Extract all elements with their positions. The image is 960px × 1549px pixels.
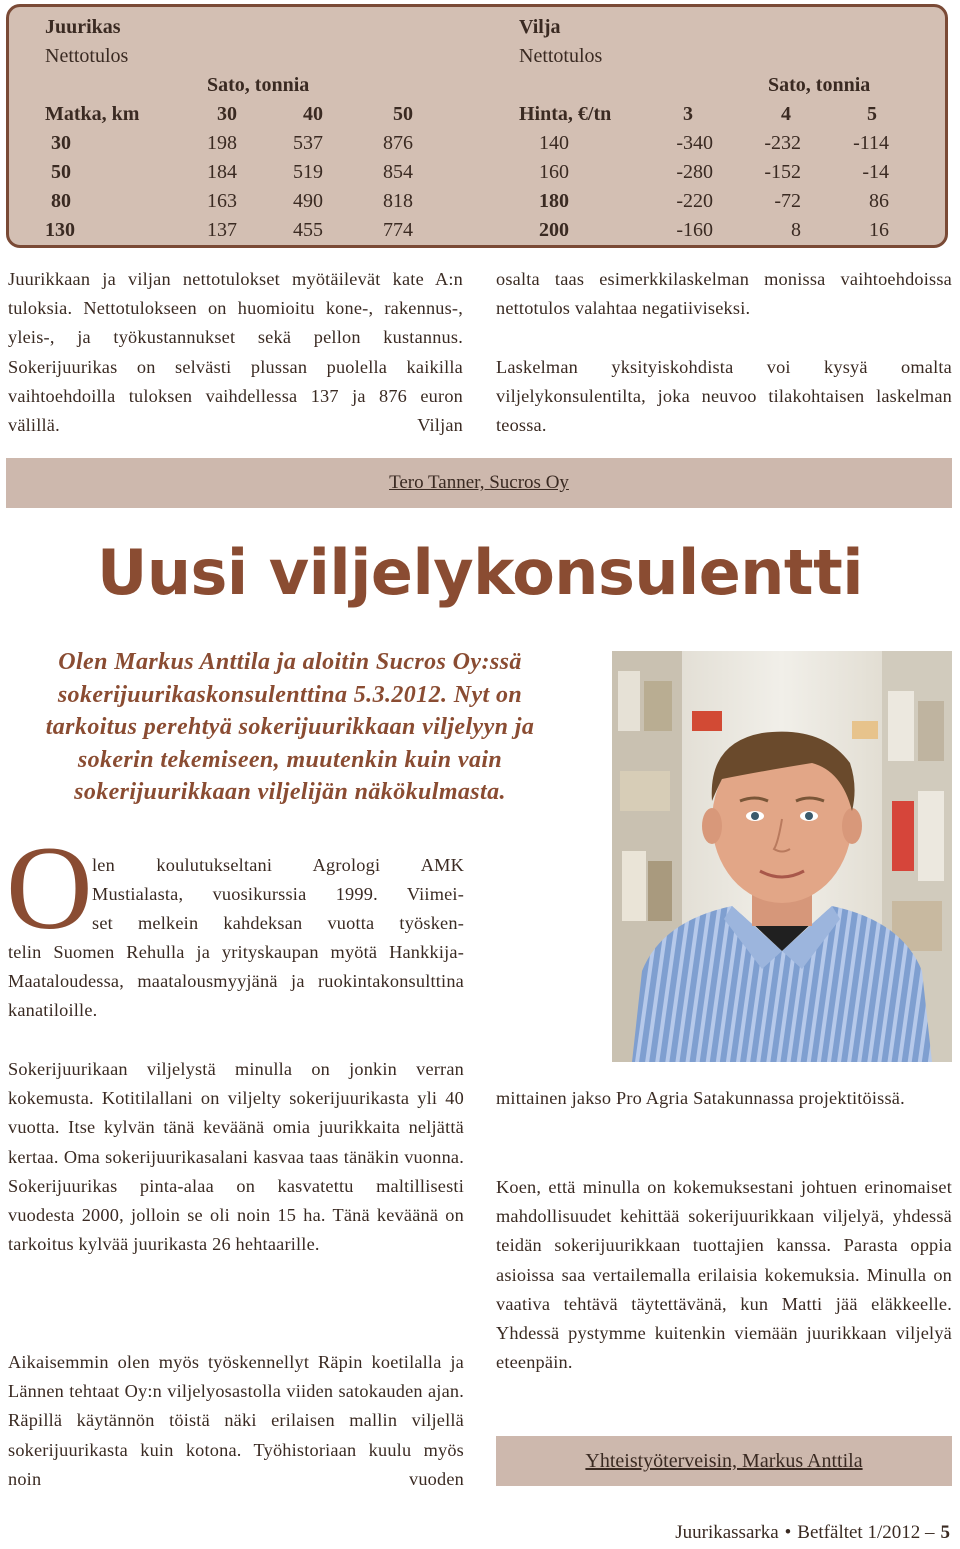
author-byline: Tero Tanner, Sucros Oy [389, 472, 569, 493]
row-label: 160 [539, 161, 569, 183]
table-cell: -14 [862, 161, 889, 183]
row-label: 50 [51, 161, 71, 183]
juurikas-row-header: Matka, km [45, 103, 140, 125]
row-label: 130 [45, 219, 75, 241]
table-cell: -220 [676, 190, 713, 212]
table-cell: -72 [774, 190, 801, 212]
portrait-photo [612, 651, 952, 1062]
juurikas-table [45, 13, 445, 249]
article-paragraph-1-line-2: Mustialasta, vuosikurssia 1999. Viimei- [92, 884, 464, 904]
dash-separator: – [925, 1522, 935, 1543]
article-paragraph-1-rest: telin Suomen Rehulla ja yrityskaupan myötä Hankkija-Maataloudessa, maatalousmyyjänä ja ruokintakonsulttina kanatiloille. [8, 942, 464, 1021]
juurikas-subtitle: Nettotulos [45, 45, 129, 67]
table-row [519, 216, 919, 245]
page-footer [675, 1522, 950, 1544]
table-cell: 876 [383, 132, 413, 154]
table-cell: 490 [293, 190, 323, 212]
table-row [519, 158, 919, 187]
article-lead: Olen Markus Anttila ja aloitin Sucros Oy:ssä sokerijuurikaskonsulenttina 5.3.2012. Nyt on tarkoitus perehtyä sokerijuurikkaan viljelyyn ja sokerin tekemiseen, muutenkin kuin vain sokerijuurikkaan viljelijän näkökulmasta. [45, 649, 535, 805]
vilja-title: Vilja [519, 16, 561, 38]
tables-box [6, 4, 948, 248]
bullet-separator-icon: • [784, 1522, 792, 1543]
table-cell: -232 [764, 132, 801, 154]
drop-cap: O [6, 821, 93, 954]
row-label: 200 [539, 219, 569, 241]
row-label: 80 [51, 190, 71, 212]
table-cell: -160 [676, 219, 713, 241]
row-label: 140 [539, 132, 569, 154]
vilja-col-header: 5 [867, 103, 877, 125]
article-paragraph-2: Sokerijuurikaan viljelystä minulla on jonkin verran kokemusta. Kotitilallani on viljelty sokerijuurikasta yli 40 vuotta. Itse kylvän tänä keväänä omia juurikkaita neljättä kertaa. Oma sokerijuurikasalani kasvaa taas tänäkin vuonna. Sokerijuurikas pinta-alaa on kasvatettu maltillisesti vuodesta 2000, jolloin se oli noin 15 ha. Tänä keväänä on tarkoitus kylvää juurikasta 26 hehtaarille. [8, 1059, 464, 1255]
table-cell: -152 [764, 161, 801, 183]
juurikas-col-header: 30 [217, 103, 237, 125]
table-row [45, 216, 445, 245]
table-row [519, 129, 919, 158]
article-paragraph-5: Koen, että minulla on kokemuksestani johtuen erinomaiset mahdollisuudet kehittää sokerijuurikkaan viljelyä, yhdessä teidän sokerijuurikkaan tuottajien kanssa. Parasta oppia asioissa saa vertailemalla erilaisia kokemuksia. Minulla on vaativa tehtävä täytettävänä, kun Matti jää eläkkeelle. Yhdessä pystymme kuitenkin viemään juurikkaan viljelyä eteenpäin. [496, 1177, 952, 1373]
article-paragraph-1-line-3: set melkein kahdeksan vuotta työsken- [92, 913, 464, 933]
table-row [45, 129, 445, 158]
table-cell: 184 [207, 161, 237, 183]
vilja-row-header: Hinta, €/tn [519, 103, 612, 125]
article-paragraph-3: Aikaisemmin olen myös työskennellyt Räpin koetilalla ja Lännen tehtaat Oy:n viljelyosastolla viiden satokauden ajan. Räpillä käytännön töistä näki erilaisen mallin viljellä sokerijuurikasta kuin kotona. Työhistoriaan kuulu myös noin vuoden [8, 1352, 464, 1489]
table-cell: 86 [869, 190, 889, 212]
closing-signature: Yhteistyöterveisin, Markus Anttila [585, 1450, 863, 1472]
vilja-subtitle: Nettotulos [519, 45, 603, 67]
table-cell: 137 [207, 219, 237, 241]
vilja-col-header: 3 [683, 103, 693, 125]
table-cell: 16 [869, 219, 889, 241]
table-row [45, 158, 445, 187]
vilja-group-header: Sato, tonnia [768, 74, 871, 96]
publication-name: Juurikassarka [675, 1522, 779, 1543]
table-commentary-left: Juurikkaan ja viljan nettotulokset myötäilevät kate A:n tuloksia. Nettotulokseen on huomioitu kone-, rakennus-, yleis-, ja työkustannukset sekä pellon kustannus. Sokerijuurikas on selvästi plussan puolella kaikilla vaihtoehdoilla tuloksen vaihdellessa 137 ja 876 euron välillä. Viljan [8, 269, 463, 436]
article-paragraph-4: mittainen jakso Pro Agria Satakunnassa projektitöissä. [496, 1088, 905, 1108]
table-cell: 8 [791, 219, 801, 241]
page-number: 5 [940, 1522, 950, 1543]
byline-bar [6, 458, 952, 508]
table-cell: 198 [207, 132, 237, 154]
table-commentary-right-1: osalta taas esimerkkilaskelman monissa vaihtoehdoissa nettotulos valahtaa negatiiviseksi. [496, 269, 952, 319]
row-label: 30 [51, 132, 71, 154]
article-headline: Uusi viljelykonsulentti [97, 536, 863, 609]
table-cell: 455 [293, 219, 323, 241]
table-row [519, 187, 919, 216]
table-cell: 163 [207, 190, 237, 212]
table-cell: 537 [293, 132, 323, 154]
table-cell: -280 [676, 161, 713, 183]
table-cell: 774 [383, 219, 413, 241]
closing-bar [496, 1436, 952, 1486]
juurikas-title: Juurikas [45, 16, 121, 38]
row-label: 180 [539, 190, 569, 212]
table-cell: 818 [383, 190, 413, 212]
table-cell: 854 [383, 161, 413, 183]
juurikas-group-header: Sato, tonnia [207, 74, 310, 96]
table-cell: -114 [853, 132, 889, 154]
table-commentary-right-2: Laskelman yksityiskohdista voi kysyä omalta viljelykonsulentilta, joka neuvoo tilakohtaisen laskelman teossa. [496, 357, 952, 436]
vilja-col-header: 4 [781, 103, 791, 125]
table-cell: -340 [676, 132, 713, 154]
juurikas-col-header: 40 [303, 103, 323, 125]
table-row [45, 187, 445, 216]
table-cell: 519 [293, 161, 323, 183]
juurikas-col-header: 50 [393, 103, 413, 125]
vilja-table [519, 13, 919, 249]
juurikas-header-row [45, 100, 445, 129]
vilja-header-row [519, 100, 919, 129]
issue-label: Betfältet 1/2012 [797, 1522, 921, 1543]
article-paragraph-1-line-1: len koulutukseltani Agrologi AMK [92, 855, 464, 875]
